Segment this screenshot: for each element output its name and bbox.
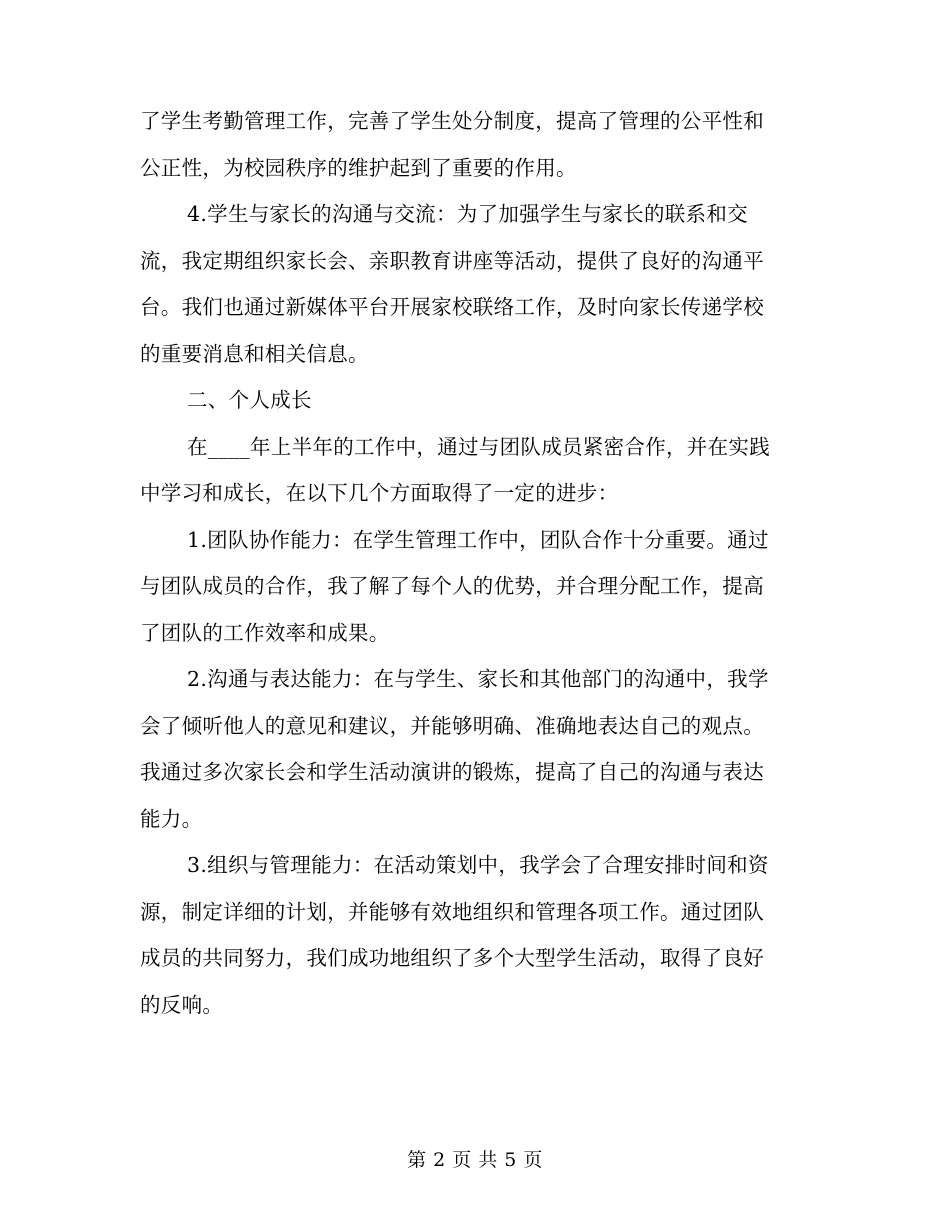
text-line: 会了倾听他人的意见和建议，并能够明确、准确地表达自己的观点。 bbox=[140, 713, 764, 738]
section-heading: 二、个人成长 bbox=[187, 388, 312, 412]
text-line: 流，我定期组织家长会、亲职教育讲座等活动，提供了良好的沟通平 bbox=[140, 248, 764, 273]
text-line: 3.组织与管理能力：在活动策划中，我学会了合理安排时间和资 bbox=[187, 853, 769, 877]
text-line: 与团队成员的合作，我了解了每个人的优势，并合理分配工作，提高 bbox=[140, 574, 764, 598]
text-line: 台。我们也通过新媒体平台开展家校联络工作，及时向家长传递学校 bbox=[140, 295, 764, 319]
page-number-footer: 第 2 页 共 5 页 bbox=[407, 1149, 543, 1171]
text-line: 成员的共同努力，我们成功地组织了多个大型学生活动，取得了良好 bbox=[140, 946, 764, 970]
document-body bbox=[140, 98, 808, 1028]
text-line: 4.学生与家长的沟通与交流：为了加强学生与家长的联系和交 bbox=[187, 202, 748, 226]
text-line: 的反响。 bbox=[140, 992, 224, 1017]
text-line: 我通过多次家长会和学生活动演讲的锻炼，提高了自己的沟通与表达 bbox=[140, 760, 764, 784]
text-line: 1.团队协作能力：在学生管理工作中，团队合作十分重要。通过 bbox=[187, 527, 769, 552]
text-line: 能力。 bbox=[140, 806, 203, 831]
text-line: 了学生考勤管理工作，完善了学生处分制度，提高了管理的公平性和 bbox=[140, 109, 764, 133]
text-line: 源，制定详细的计划，并能够有效地组织和管理各项工作。通过团队 bbox=[140, 899, 764, 924]
text-line: 2.沟通与表达能力：在与学生、家长和其他部门的沟通中，我学 bbox=[187, 667, 769, 691]
text-line: 中学习和成长，在以下几个方面取得了一定的进步： bbox=[140, 481, 619, 505]
text-line: 了团队的工作效率和成果。 bbox=[140, 620, 390, 645]
text-line: 的重要消息和相关信息。 bbox=[140, 341, 369, 366]
text-line: 在____年上半年的工作中，通过与团队成员紧密合作，并在实践 bbox=[187, 434, 770, 459]
text-line: 公正性，为校园秩序的维护起到了重要的作用。 bbox=[140, 155, 577, 180]
